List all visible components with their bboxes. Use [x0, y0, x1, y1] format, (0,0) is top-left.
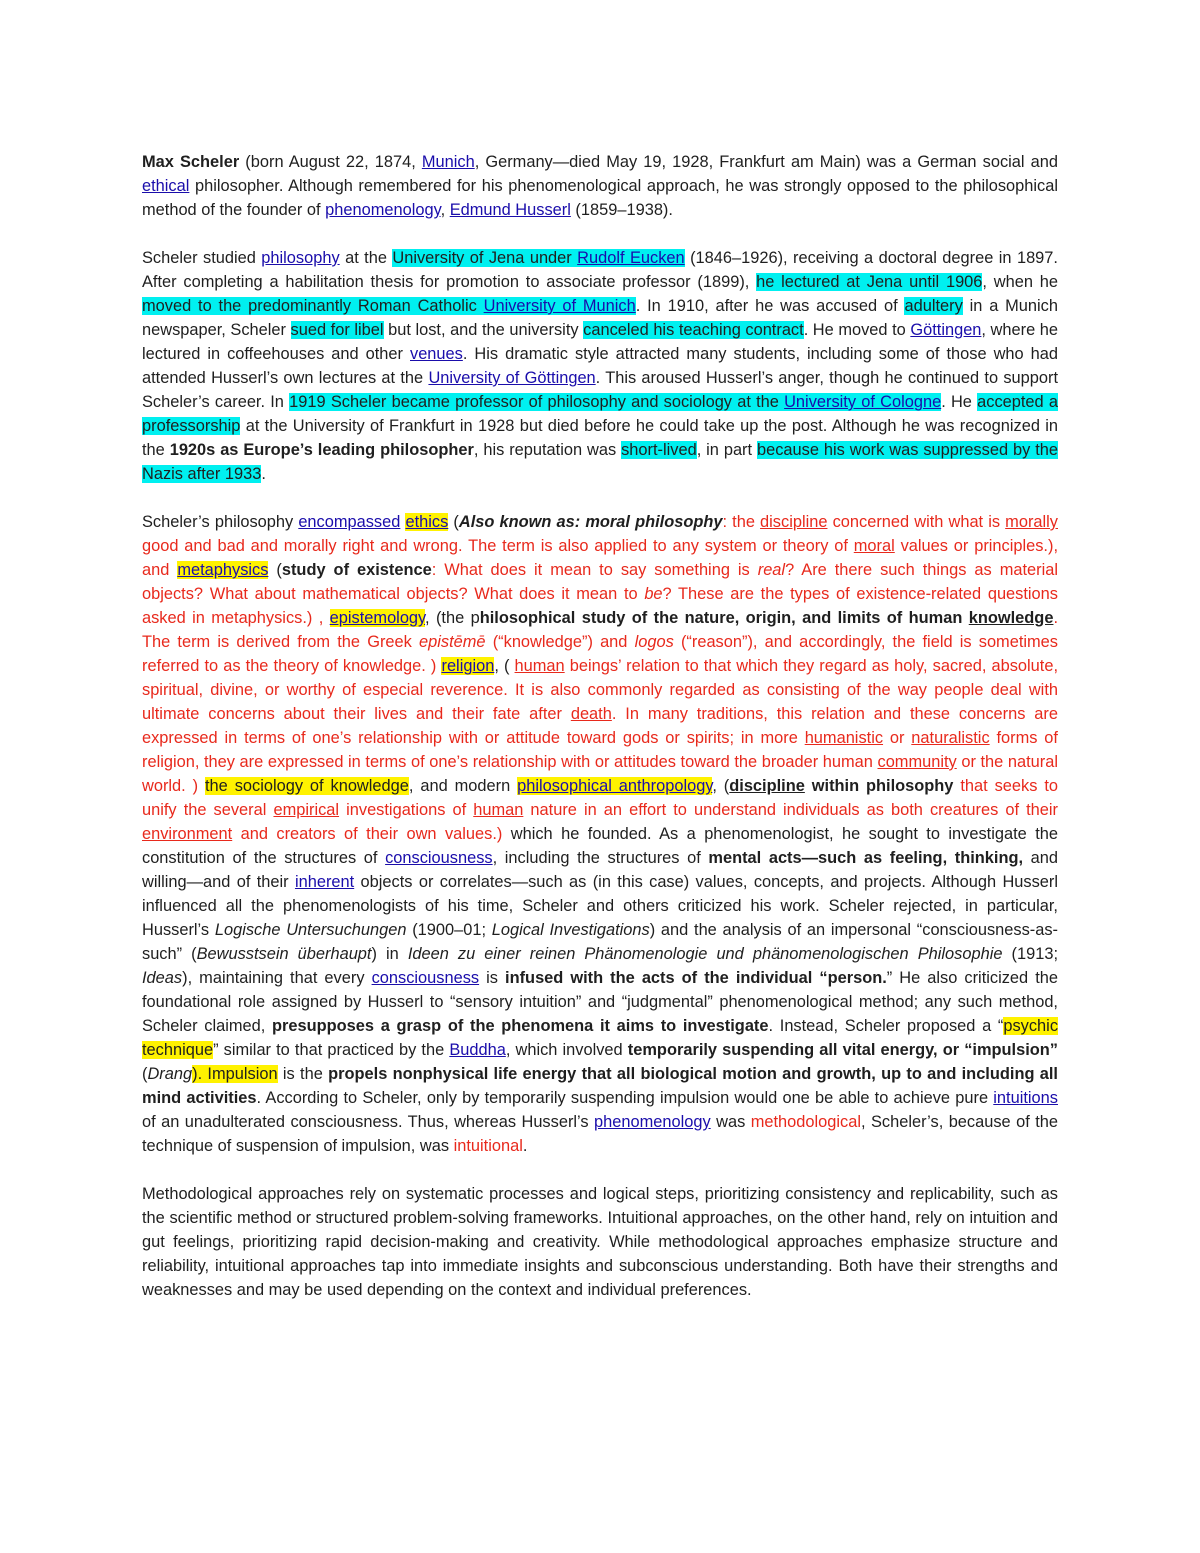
text-run: , (the p	[425, 609, 480, 627]
text-run: ) in	[371, 945, 408, 963]
highlight-cyan: he lectured at Jena until 1906	[756, 273, 983, 291]
bold-text: 1920s as Europe’s leading philosopher	[169, 441, 474, 459]
text-run: Scheler’s philosophy	[142, 513, 299, 531]
text-run: . In 1910, after he was accused of	[635, 297, 905, 315]
text-run: (1846–1926), receiving a doctoral degree in 1897. After completing a habilitation thesis for promotion to associate professor (1899),	[142, 249, 1058, 291]
text-run: Scheler studied	[142, 249, 262, 267]
bold-text: presupposes a grasp of the phenomena it aims to investigate	[272, 1017, 769, 1035]
red-text: investigations of	[339, 801, 474, 819]
text-run: ,	[440, 201, 450, 219]
link-empirical[interactable]: empirical	[273, 801, 340, 819]
red-text: ? These are the types of existence-related questions asked in metaphysics.) ,	[142, 585, 1058, 627]
text-run: .	[522, 1137, 528, 1155]
link-ethics[interactable]: ethics	[405, 513, 449, 531]
text-run: (1913;	[1002, 945, 1058, 963]
bold-text: study of existence	[281, 561, 432, 579]
link-encompassed[interactable]: encompassed	[298, 513, 401, 531]
link-phenomenology-2[interactable]: phenomenology	[594, 1113, 711, 1131]
link-venues[interactable]: venues	[410, 345, 463, 363]
text-run: . Instead, Scheler proposed a “	[768, 1017, 1004, 1035]
link-environment[interactable]: environment	[142, 825, 233, 843]
red-text: or	[883, 729, 912, 747]
link-metaphysics[interactable]: metaphysics	[177, 561, 269, 579]
link-human[interactable]: human	[514, 657, 565, 675]
highlight-cyan	[289, 393, 941, 411]
text-run: . This aroused Husserl’s anger, though he continued to support Scheler’s career. In	[142, 369, 1058, 411]
bold-text: propels nonphysical life energy that all biological motion and growth, up to and including all mind activities	[142, 1065, 1058, 1107]
bold-text	[459, 513, 723, 531]
text-run: in a Munich newspaper, Scheler	[142, 297, 1058, 339]
italic-red-text: be	[644, 585, 663, 603]
red-text: and creators of their own values.)	[232, 825, 503, 843]
text-run: hilosophical study of the nature, origin, and limits of human	[479, 609, 969, 627]
link-discipline-2[interactable]: discipline	[729, 777, 805, 795]
text-run: , and modern	[408, 777, 518, 795]
link-consciousness-2[interactable]: consciousness	[371, 969, 480, 987]
text-run: ” He also criticized the foundational role assigned by Husserl to “sensory intuition” and “judgmental” phenomenological method; any such method, Scheler claimed,	[142, 969, 1058, 1035]
red-text: or the natural world. )	[142, 753, 1058, 795]
text-run: . He moved to	[803, 321, 911, 339]
link-death[interactable]: death	[570, 705, 612, 723]
highlight-yellow: ). Impulsion	[192, 1065, 278, 1083]
link-naturalistic[interactable]: naturalistic	[911, 729, 990, 747]
link-philosophical-anthropology[interactable]: philosophical anthropology	[517, 777, 713, 795]
link-intuitions[interactable]: intuitions	[993, 1089, 1058, 1107]
highlight-cyan: sued for libel	[290, 321, 384, 339]
paragraph-approaches	[142, 1182, 1058, 1302]
text-run: within philosophy	[804, 777, 954, 795]
italic-text: Logical Investigations	[491, 921, 650, 939]
text-run: is the	[277, 1065, 329, 1083]
text-run: and willing—and of their	[142, 849, 1058, 891]
italic-text: Ideas	[142, 969, 183, 987]
text-run: but lost, and the university	[383, 321, 584, 339]
italic-text: Bewusstsein überhaupt	[196, 945, 372, 963]
link-buddha[interactable]: Buddha	[449, 1041, 506, 1059]
text-run: (	[142, 1065, 148, 1083]
bold-text	[729, 777, 953, 795]
link-religion[interactable]: religion	[441, 657, 495, 675]
link-discipline[interactable]: discipline	[760, 513, 828, 531]
text-run: ), maintaining that every	[182, 969, 372, 987]
highlight-cyan	[142, 297, 636, 315]
red-text: good and bad and morally right and wrong. The term is also applied to any system or theory of	[142, 537, 854, 555]
text-run: , when he	[982, 273, 1058, 291]
text-run: (1900–01;	[406, 921, 492, 939]
text-run: of an unadulterated consciousness. Thus, whereas Husserl’s	[142, 1113, 595, 1131]
red-text: . In many traditions, this relation and these concerns are expressed in terms of one’s relationship with or attitude toward gods or spirits; in more	[142, 705, 1058, 747]
highlight-cyan: accepted a professorship	[142, 393, 1058, 435]
link-epistemology[interactable]: epistemology	[329, 609, 426, 627]
text-run: at the	[339, 249, 393, 267]
red-text: (“reason”), and accordingly, the field is sometimes referred to as the theory of knowledge. )	[142, 633, 1058, 675]
subject-name: Max Scheler	[142, 153, 240, 171]
text-run: . He	[941, 393, 978, 411]
link-rudolf-eucken[interactable]: Rudolf Eucken	[577, 249, 685, 267]
bold-text: temporarily suspending all vital energy, or “impulsion”	[627, 1041, 1058, 1059]
red-text: methodological	[750, 1113, 861, 1131]
red-text: (“knowledge”) and	[485, 633, 635, 651]
red-text: . The term is derived from the Greek	[142, 609, 1058, 651]
text-run: , where he lectured in coffeehouses and other	[142, 321, 1058, 363]
text-run: . According to Scheler, only by temporarily suspending impulsion would one be able to achieve pure	[256, 1089, 994, 1107]
text-run: moved to the predominantly Roman Catholic	[142, 297, 484, 315]
text-run: , (	[712, 777, 730, 795]
text-run: (1859–1938).	[570, 201, 673, 219]
italic-text: Drang	[147, 1065, 193, 1083]
link-munich[interactable]: Munich	[421, 153, 475, 171]
text-run: , his reputation was	[473, 441, 622, 459]
link-edmund-husserl[interactable]: Edmund Husserl	[449, 201, 571, 219]
paragraph-biography	[142, 246, 1058, 486]
link-phenomenology[interactable]: phenomenology	[325, 201, 441, 219]
link-morally[interactable]: morally	[1005, 513, 1058, 531]
red-text: intuitional	[453, 1137, 523, 1155]
text-run: ) and the analysis of an impersonal “consciousness-as-such” (	[142, 921, 1058, 963]
link-philosophy[interactable]: philosophy	[261, 249, 340, 267]
link-humanistic[interactable]: humanistic	[804, 729, 884, 747]
italic-red-text: logos	[634, 633, 674, 651]
text-run: University of Jena under	[392, 249, 578, 267]
text-run: (born August 22, 1874,	[239, 153, 422, 171]
text-run: at the University of Frankfurt in 1928 but died before he could take up the post. Although he was recognized in the	[142, 417, 1058, 459]
link-gottingen[interactable]: Göttingen	[910, 321, 982, 339]
link-consciousness[interactable]: consciousness	[385, 849, 493, 867]
highlight-cyan	[392, 249, 684, 267]
text-run: which he founded. As a phenomenologist, he sought to investigate the constitution of the structures of	[142, 825, 1058, 867]
highlight-cyan: short-lived	[621, 441, 697, 459]
link-inherent[interactable]: inherent	[294, 873, 355, 891]
text-run: objects or correlates—such as (in this case) values, concepts, and projects. Although Husserl influenced all the phenomenologists of his time, Scheler and others criticized his work. Scheler rejected, in particular, Husserl’s	[142, 873, 1058, 939]
link-ethical[interactable]: ethical	[142, 177, 190, 195]
text-run: Methodological approaches rely on systematic processes and logical steps, prioritizing consistency and replicability, such as the scientific method or structured problem-solving frameworks. Intuitional approaches, on the other hand, rely on intuition and gut feelings, prioritizing rapid decision-making and creativity. While methodological approaches emphasize structure and reliability, intuitional approaches tap into immediate insights and subconscious understanding. Both have their strengths and weaknesses and may be used depending on the context and individual preferences.	[142, 1185, 1058, 1299]
bold-text	[480, 609, 1054, 627]
text-run: , which involved	[505, 1041, 628, 1059]
text-run: . His dramatic style attracted many students, including some of those who had attended Husserl’s own lectures at the	[142, 345, 1058, 387]
red-text: : the	[722, 513, 761, 531]
highlight-cyan: adultery	[904, 297, 963, 315]
italic-text: Logische Untersuchungen	[214, 921, 407, 939]
link-moral[interactable]: moral	[853, 537, 895, 555]
red-text: forms of religion, they are expressed in terms of one’s relationship with or attitudes toward the broader human	[142, 729, 1058, 771]
text-run: , Germany—died May 19, 1928, Frankfurt am Main) was a German social and	[474, 153, 1058, 171]
italic-text: Also known as: moral philosophy	[458, 513, 723, 531]
red-text: beings’ relation to that which they regard as holy, sacred, absolute, spiritual, divine, or worthy of especial reverence. It is also commonly regarded as consisting of the way people deal with ultimate concerns about their lives and their fate after	[142, 657, 1059, 723]
italic-red-text: real	[757, 561, 786, 579]
red-text: : What does it mean to say something is	[431, 561, 758, 579]
paragraph-philosophy	[142, 510, 1058, 1158]
red-text: that seeks to unify the several	[142, 777, 1058, 819]
text-run: .	[261, 465, 266, 483]
link-human-2[interactable]: human	[473, 801, 524, 819]
paragraph-intro	[142, 150, 1058, 222]
link-university-of-munich[interactable]: University of Munich	[483, 297, 636, 315]
link-community[interactable]: community	[877, 753, 957, 771]
link-university-of-cologne[interactable]: University of Cologne	[784, 393, 942, 411]
text-run: philosopher. Although remembered for his phenomenological approach, he was strongly opposed to the philosophical method of the founder of	[142, 177, 1058, 219]
red-text: ? Are there such things as material objects? What about mathematical objects? What does it mean to	[142, 561, 1058, 603]
text-run: ” similar to that practiced by the	[213, 1041, 450, 1059]
text-run: , including the structures of	[492, 849, 709, 867]
italic-red-text: epistēmē	[419, 633, 486, 651]
highlight-yellow: psychic technique	[142, 1017, 1059, 1059]
text-run: (	[448, 513, 459, 531]
bold-text: infused with the acts of the individual “person.	[505, 969, 887, 987]
red-text: nature in an effort to understand individuals as both creatures of their	[523, 801, 1058, 819]
highlight-yellow: the sociology of knowledge	[205, 777, 409, 795]
text-run: , in part	[696, 441, 757, 459]
italic-text: Ideen zu einer reinen Phänomenologie und phänomenologischen Philosophie	[407, 945, 1003, 963]
link-knowledge[interactable]: knowledge	[968, 609, 1054, 627]
red-text: values or principles.), and	[142, 537, 1059, 579]
text-run: 1919 Scheler became professor of philosophy and sociology at the	[289, 393, 785, 411]
bold-text: mental acts—such as feeling, thinking,	[708, 849, 1024, 867]
text-run: was	[710, 1113, 751, 1131]
text-run: , (	[494, 657, 515, 675]
text-run: (	[268, 561, 282, 579]
highlight-cyan: because his work was suppressed by the Nazis after 1933	[142, 441, 1058, 483]
highlight-cyan: canceled his teaching contract	[583, 321, 804, 339]
red-text: concerned with what is	[827, 513, 1006, 531]
link-university-of-gottingen[interactable]: University of Göttingen	[428, 369, 596, 387]
text-run: is	[479, 969, 506, 987]
text-run: , Scheler’s, because of the technique of suspension of impulsion, was	[142, 1113, 1058, 1155]
